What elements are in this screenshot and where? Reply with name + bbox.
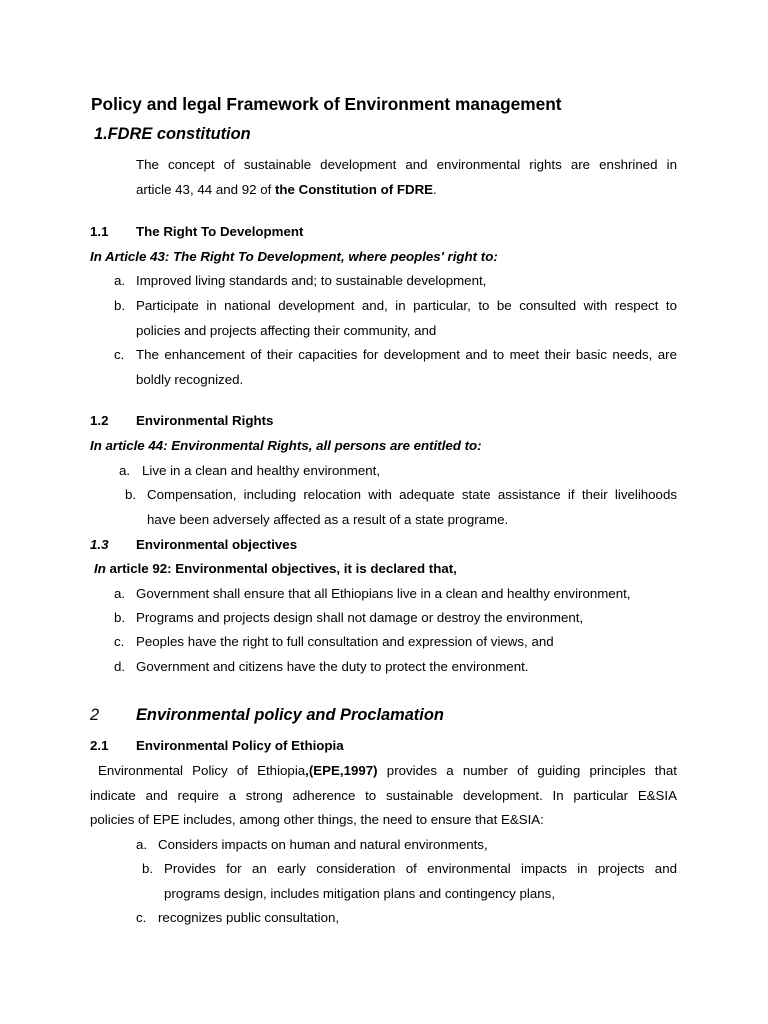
list-item-text: Participate in national development and, in particular, to be consulted with respect to xyxy=(136,298,677,313)
policy-ref: ,(EPE,1997) xyxy=(305,763,378,778)
section-1-3-number: 1.3 xyxy=(90,537,109,552)
list-marker: a. xyxy=(114,273,126,288)
policy-para-pre: Environmental Policy of Ethiopia xyxy=(98,763,306,778)
list-item-text: boldly recognized. xyxy=(136,372,244,387)
list-item-text: Improved living standards and; to sustainable development, xyxy=(136,273,487,288)
section-1-3-lead-rest: article 92: Environmental objectives, it is declared that, xyxy=(105,561,457,576)
policy-para-post: provides a number of guiding principles that xyxy=(377,763,677,778)
list-item-text: recognizes public consultation, xyxy=(158,910,340,925)
constitution-ref: the Constitution of FDRE xyxy=(274,182,434,197)
section-1-2-number: 1.2 xyxy=(90,413,109,428)
list-item-text: Government and citizens have the duty to protect the environment. xyxy=(136,659,529,674)
document-title: Policy and legal Framework of Environment management xyxy=(91,94,562,114)
section-1-1-number: 1.1 xyxy=(90,224,109,239)
list-item-text: Programs and projects design shall not damage or destroy the environment, xyxy=(136,610,584,625)
list-marker: b. xyxy=(142,861,154,876)
list-marker: a. xyxy=(114,586,126,601)
list-item-text: Live in a clean and healthy environment, xyxy=(142,463,381,478)
section-1-3-lead-in: In xyxy=(94,561,106,576)
section-2-1-title: Environmental Policy of Ethiopia xyxy=(136,738,344,753)
list-marker: d. xyxy=(114,659,126,674)
section-1-2-title: Environmental Rights xyxy=(136,413,274,428)
list-item-text: Considers impacts on human and natural environments, xyxy=(158,837,488,852)
list-marker: c. xyxy=(114,347,125,362)
section-1-3-lead xyxy=(94,561,457,577)
policy-para-line-1 xyxy=(98,763,677,779)
list-item-text: programs design, includes mitigation plans and contingency plans, xyxy=(164,886,556,901)
policy-para-line-3: policies of EPE includes, among other things, the need to ensure that E&SIA: xyxy=(90,812,544,827)
list-item-text: The enhancement of their capacities for development and to meet their basic needs, are xyxy=(136,347,677,362)
intro-line-2-prefix: article 43, 44 and 92 of xyxy=(136,182,275,197)
section-1-2-lead: In article 44: Environmental Rights, all persons are entitled to: xyxy=(90,438,482,453)
list-item-text: Compensation, including relocation with adequate state assistance if their livelihoods xyxy=(147,487,677,502)
list-item-text: Peoples have the right to full consultation and expression of views, and xyxy=(136,634,554,649)
list-marker: a. xyxy=(119,463,131,478)
section-1-1-lead: In Article 43: The Right To Development, where peoples' right to: xyxy=(90,249,498,264)
list-marker: c. xyxy=(114,634,125,649)
list-item-text: have been adversely affected as a result of a state programe. xyxy=(147,512,509,527)
list-marker: b. xyxy=(125,487,137,502)
list-marker: b. xyxy=(114,298,126,313)
section-2-1-number: 2.1 xyxy=(90,738,109,753)
intro-line-1: The concept of sustainable development and environmental rights are enshrined in xyxy=(136,157,677,172)
list-marker: c. xyxy=(136,910,147,925)
section-2-number: 2 xyxy=(90,706,100,724)
list-item-text: Government shall ensure that all Ethiopians live in a clean and healthy environment, xyxy=(136,586,631,601)
list-marker: b. xyxy=(114,610,126,625)
section-1-1-title: The Right To Development xyxy=(136,224,304,239)
list-item-text: policies and projects affecting their community, and xyxy=(136,323,437,338)
intro-line-2 xyxy=(136,182,437,198)
list-item-text: Provides for an early consideration of environmental impacts in projects and xyxy=(164,861,677,876)
section-2-title: Environmental policy and Proclamation xyxy=(136,706,444,724)
intro-line-2-suffix: . xyxy=(433,182,437,197)
section-1-3-title: Environmental objectives xyxy=(136,537,298,552)
list-marker: a. xyxy=(136,837,148,852)
policy-para-line-2: indicate and require a strong adherence to sustainable development. In particular E&SIA xyxy=(90,788,677,803)
section-1-heading: 1.FDRE constitution xyxy=(94,125,251,143)
